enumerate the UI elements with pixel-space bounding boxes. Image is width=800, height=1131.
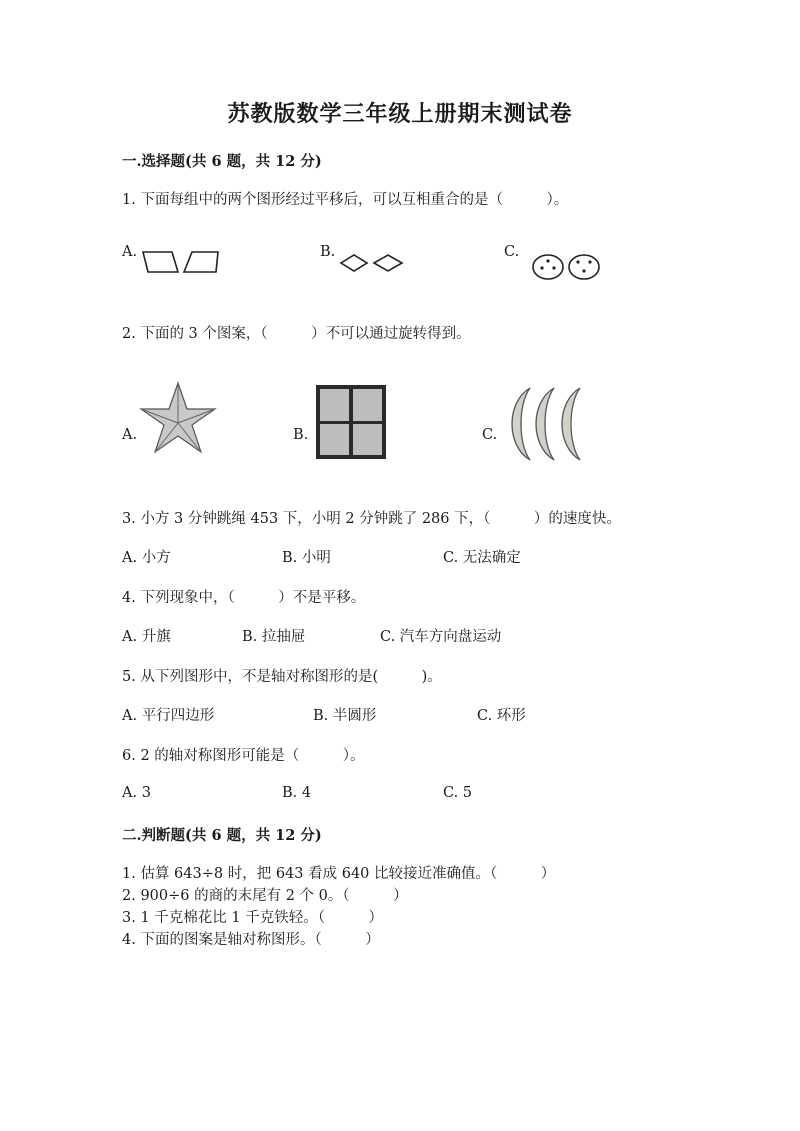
page-title: 苏教版数学三年级上册期末测试卷 [227, 101, 573, 127]
q2-option-b-label: B. [293, 427, 309, 443]
q2-star-figure [138, 380, 218, 456]
q5-option-a: A. 平行四边形 [122, 708, 215, 724]
q6-option-c: C. 5 [443, 785, 473, 801]
q3-option-b: B. 小明 [282, 550, 331, 566]
section-heading-choice: 一.选择题(共 6 题，共 12 分) [122, 153, 322, 170]
q2-crescent-figure [502, 386, 586, 462]
q1-option-a-label: A. [122, 244, 138, 260]
q2-option-c-label: C. [482, 427, 498, 443]
q4-option-c: C. 汽车方向盘运动 [380, 629, 502, 645]
judgement-item-4: 4. 下面的图案是轴对称图形。（ ） [122, 932, 380, 948]
question-2: 2. 下面的 3 个图案，（ ）不可以通过旋转得到。 [122, 326, 471, 342]
q3-option-c: C. 无法确定 [443, 550, 521, 566]
section-heading-judgement: 二.判断题(共 6 题，共 12 分) [122, 827, 322, 844]
q6-option-a: A. 3 [122, 785, 151, 801]
judgement-item-3: 3. 1 千克棉花比 1 千克铁轻。（ ） [122, 910, 383, 926]
q4-option-a: A. 升旗 [122, 629, 171, 645]
q4-option-b: B. 拉抽屉 [242, 629, 306, 645]
q1-option-b-figure [338, 252, 408, 274]
q3-option-a: A. 小方 [122, 550, 171, 566]
question-6: 6. 2 的轴对称图形可能是（ ）。 [122, 748, 365, 764]
q5-option-b: B. 半圆形 [313, 708, 377, 724]
judgement-item-2: 2. 900÷6 的商的末尾有 2 个 0。（ ） [122, 888, 408, 904]
q1-option-a-figure [140, 248, 224, 276]
question-4: 4. 下列现象中，（ ）不是平移。 [122, 590, 366, 606]
q6-option-b: B. 4 [282, 785, 312, 801]
q2-option-a-label: A. [122, 427, 138, 443]
q1-option-b-label: B. [320, 244, 336, 260]
question-3: 3. 小方 3 分钟跳绳 453 下，小明 2 分钟跳了 286 下，（ ）的速度快。 [122, 511, 621, 527]
q5-option-c: C. 环形 [477, 708, 526, 724]
question-1: 1. 下面每组中的两个图形经过平移后，可以互相重合的是（ ）。 [122, 192, 569, 208]
q1-option-c-figure [530, 252, 604, 282]
q1-option-c-label: C. [504, 244, 520, 260]
q2-square-figure [315, 384, 387, 460]
judgement-item-1: 1. 估算 643÷8 时，把 643 看成 640 比较接近准确值。（ ） [122, 866, 556, 882]
question-5: 5. 从下列图形中，不是轴对称图形的是( )。 [122, 669, 442, 685]
